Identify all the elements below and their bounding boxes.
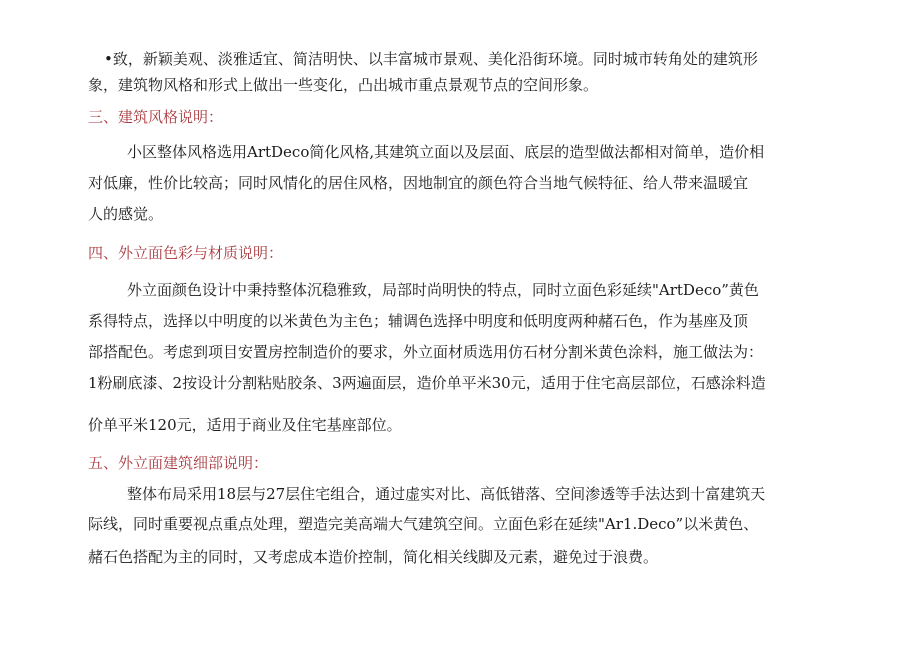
section-3-line-3: 人的感觉。 (88, 205, 164, 223)
section-4-line-3: 部搭配色。考虑到项目安置房控制造价的要求，外立面材质选用仿石材分割米黄色涂料，施工做法为： (88, 343, 764, 361)
intro-line-1: •致，新颖美观、淡雅适宜、简洁明快、以丰富城市景观、美化沿街环境。同时城市转角处的建筑形 (104, 50, 758, 68)
section-3-line-2: 对低廉，性价比较高；同时风情化的居住风格，因地制宜的颜色符合当地气候特征、给人带来温暖宜 (88, 174, 749, 192)
section-5-heading: 五、外立面建筑细部说明： (88, 454, 269, 472)
section-4-line-5: 价单平米120元，适用于商业及住宅基座部位。 (88, 416, 402, 434)
section-5-line-1: 整体布局采用18层与27层住宅组合，通过虚实对比、高低错落、空间渗透等手法达到十富建筑天 (127, 485, 766, 503)
section-5-line-2: 际线，同时重要视点重点处理，塑造完美高端大气建筑空间。立面色彩在延续"Ar1.Deco”以米黄色、 (88, 515, 759, 533)
section-3-heading: 三、建筑风格说明： (88, 108, 224, 126)
section-4-heading: 四、外立面色彩与材质说明： (88, 244, 284, 262)
section-3-line-1: 小区整体风格选用ArtDeco简化风格,其建筑立面以及层面、底层的造型做法都相对简单，造价相 (127, 143, 765, 161)
intro-line-2: 象，建筑物风格和形式上做出一些变化，凸出城市重点景观节点的空间形象。 (88, 76, 599, 94)
section-4-line-2: 系得特点，选择以中明度的以米黄色为主色；辅调色选择中明度和低明度两种赭石色，作为基座及顶 (88, 312, 749, 330)
section-5-line-3: 赭石色搭配为主的同时，又考虑成本造价控制，简化相关线脚及元素，避免过于浪费。 (88, 548, 659, 566)
section-4-line-1: 外立面颜色设计中秉持整体沉稳雅致，局部时尚明快的特点，同时立面色彩延续"ArtDeco”黄色 (127, 281, 759, 299)
section-4-line-4: 1粉刷底漆、2按设计分割粘贴胶条、3两遍面层，造价单平米30元，适用于住宅高层部位，石感涂料造 (88, 374, 766, 392)
